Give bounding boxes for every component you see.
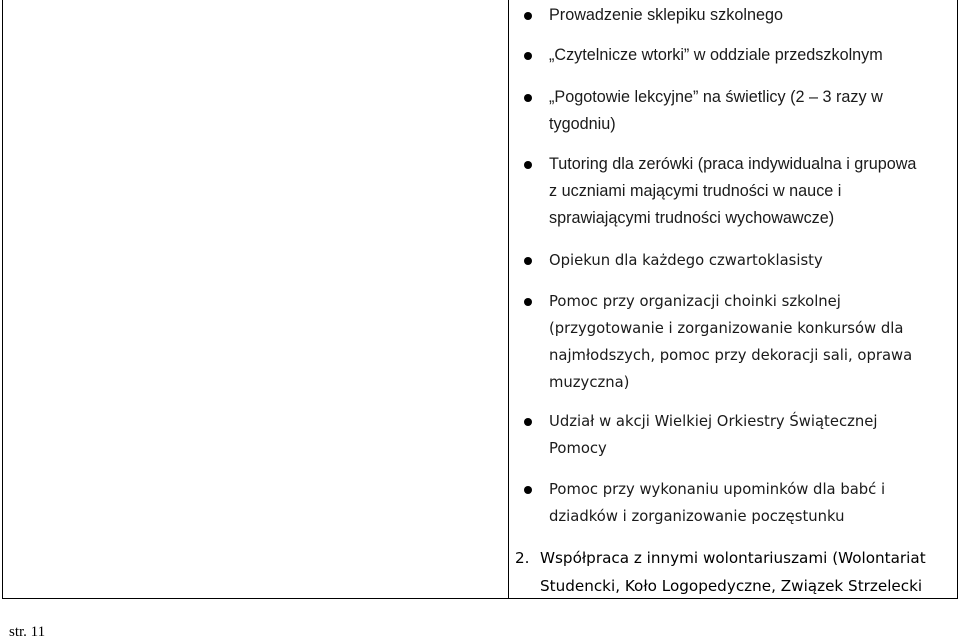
table-left-cell <box>2 0 509 599</box>
bullet-icon <box>524 161 532 169</box>
list-item-line: Udział w akcji Wielkiej Orkiestry Świątecznej <box>549 413 878 430</box>
list-item-text <box>549 247 954 274</box>
bullet-icon <box>524 418 532 426</box>
list-item-text <box>549 42 954 69</box>
list-item-line: (przygotowanie i zorganizowanie konkursów dla <box>549 320 904 337</box>
bullet-icon <box>524 12 532 20</box>
list-item-text <box>549 2 954 29</box>
list-item-text <box>549 288 954 396</box>
list-item-line: z uczniami mającymi trudności w nauce i <box>549 182 842 200</box>
list-item-line: Pomoc przy organizacji choinki szkolnej <box>549 293 841 310</box>
page-number: str. 11 <box>9 624 46 640</box>
list-item-line: muzyczna) <box>549 374 630 391</box>
item-number: 2. <box>515 549 530 567</box>
list-item-line: Pomocy <box>549 440 607 457</box>
list-item-text <box>549 151 954 232</box>
bullet-icon <box>524 486 532 494</box>
list-item-line: „Czytelnicze wtorki” w oddziale przedszkolnym <box>549 46 883 64</box>
numbered-item-text <box>540 544 958 600</box>
numbered-item-line: Współpraca z innymi wolontariuszami (Wolontariat <box>540 549 926 567</box>
list-item-line: tygodniu) <box>549 115 616 133</box>
bullet-icon <box>524 257 532 265</box>
table-right-cell <box>510 0 956 598</box>
bullet-icon <box>524 94 532 102</box>
list-item-line: najmłodszych, pomoc przy dekoracji sali, oprawa <box>549 347 913 364</box>
list-item-text <box>549 408 954 462</box>
bullet-icon <box>524 298 532 306</box>
list-item-line: sprawiającymi trudności wychowawcze) <box>549 209 835 227</box>
list-item-line: Prowadzenie sklepiku szkolnego <box>549 6 783 24</box>
list-item-text <box>549 476 954 530</box>
list-item-line: „Pogotowie lekcyjne” na świetlicy (2 – 3 razy w <box>549 88 883 106</box>
list-item-line: Tutoring dla zerówki (praca indywidualna i grupowa <box>549 155 917 173</box>
list-item-line: Pomoc przy wykonaniu upominków dla babć i <box>549 481 886 498</box>
numbered-item-line: Studencki, Koło Logopedyczne, Związek Strzelecki <box>540 577 923 595</box>
bullet-icon <box>524 52 532 60</box>
list-item-text <box>549 84 954 138</box>
list-item-line: Opiekun dla każdego czwartoklasisty <box>549 252 823 269</box>
list-item-line: dziadków i zorganizowanie poczęstunku <box>549 508 845 525</box>
